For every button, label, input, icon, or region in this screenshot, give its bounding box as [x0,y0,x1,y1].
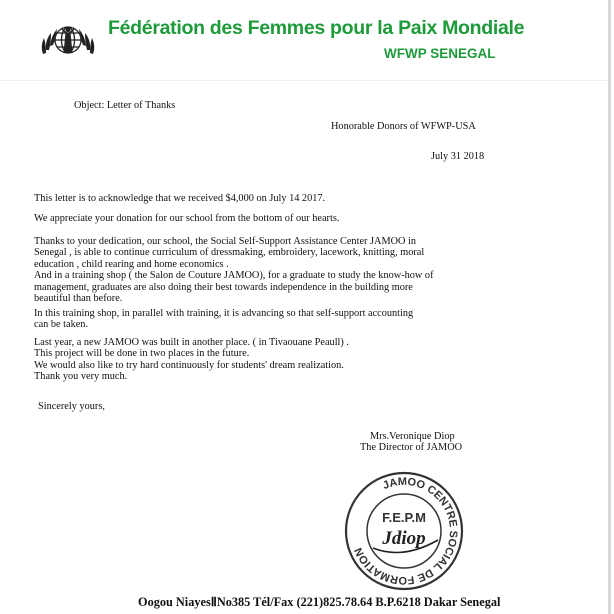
paragraph-line: We would also like to try hard continuously for students' dream realization. [34,359,344,371]
header-divider [0,80,608,81]
stamp-center-text: F.E.P.M [382,510,426,525]
signatory-title: The Director of JAMOO [360,442,463,453]
stamp-ring-text: JAMOO CENTRE SOCIAL DE FORMATION [352,475,460,587]
paragraph-line: beautiful than before. [34,293,123,305]
paragraph-line: management, graduates are also doing their best towards independence in the building more [34,281,413,293]
paragraph-line: Last year, a new JAMOO was built in another place. ( in Tivaouane Peaull) . [34,337,349,348]
paragraph-line: This project will be done in two places in the future. [34,348,250,360]
letter-date: July 31 2018 [431,151,485,162]
paragraph-line: Thanks to your dedication, our school, the Social Self-Support Assistance Center JAMOO in [34,236,417,247]
paragraph-line: education , child rearing and home economics . [34,258,229,270]
paragraph-line: This letter is to acknowledge that we received $4,000 on July 14 2017. [34,193,326,204]
paragraph-new-jamoo [34,337,514,383]
page-edge-shadow [608,0,611,614]
paragraph-training-shop [34,308,514,331]
paragraph-line: Senegal , is able to continue curriculum of dressmaking, embroidery, lacework, knitting, moral [34,247,425,259]
paragraph-appreciation [34,213,514,224]
paragraph-line: We appreciate your donation for our school from the bottom of our hearts. [34,213,340,224]
organization-name: Fédération des Femmes pour la Paix Mondiale [108,17,525,39]
object-line: Object: Letter of Thanks [74,100,176,111]
official-stamp [343,470,465,592]
paragraph-dedication [34,236,514,304]
paragraph-line: In this training shop, in parallel with training, it is advancing so that self-support accounting [34,308,414,319]
paragraph-line: can be taken. [34,319,89,331]
globe-woman-logo-icon [37,20,99,62]
recipient-line: Honorable Donors of WFWP-USA [331,121,476,132]
handwritten-signature: Jdiop [382,528,426,549]
paragraph-line: Thank you very much. [34,371,128,383]
organization-short-name: WFWP SENEGAL [384,46,496,61]
footer-address: Oogou NiayesⅡNo385 Tél/Fax (221)825.78.64 B.P.6218 Dakar Senegal [138,595,501,609]
closing: Sincerely yours, [38,401,105,412]
paragraph-line: And in a training shop ( the Salon de Couture JAMOO), for a graduate to study the know-how of [34,270,434,282]
signatory-name: Mrs.Veronique Diop [370,431,455,442]
paragraph-acknowledgement [34,193,514,204]
